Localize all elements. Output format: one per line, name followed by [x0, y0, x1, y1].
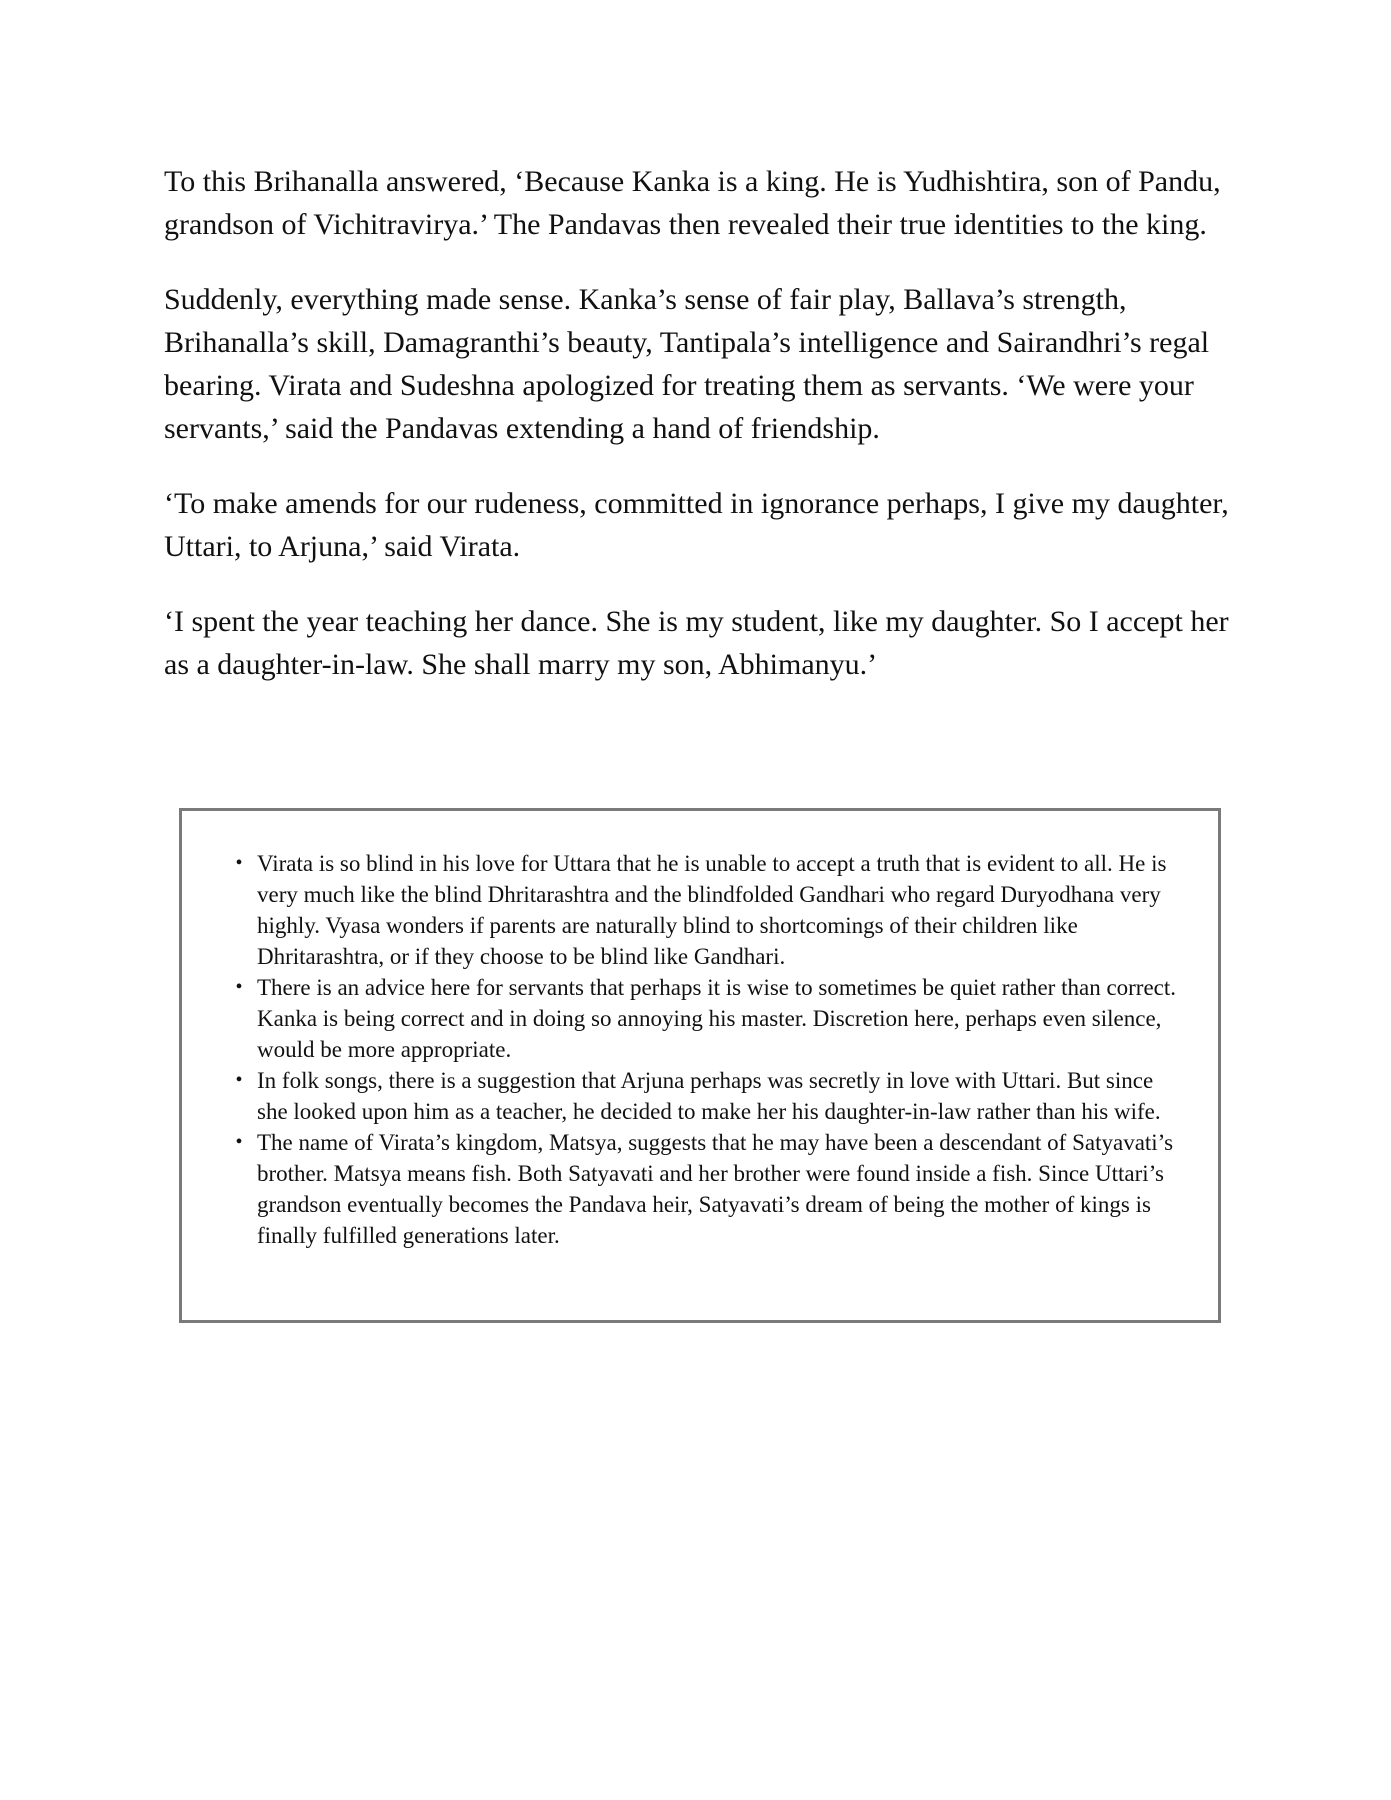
notes-list [182, 811, 1218, 1251]
paragraph-4: ‘I spent the year teaching her dance. She is my student, like my daughter. So I accept her as a daughter-in-law. She shall marry my son, Abhimanyu.’ [164, 605, 1229, 681]
paragraph-2: Suddenly, everything made sense. Kanka’s sense of fair play, Ballava’s strength, Brihanalla’s skill, Damagranthi’s beauty, Tantipala’s intelligence and Sairandhri’s regal bearing. Virata and Sudeshna apologized for treating them as servants. ‘We were your servants,’ said the Pandavas extending a hand of friendship. [164, 283, 1210, 445]
paragraph-3: ‘To make amends for our rudeness, committed in ignorance perhaps, I give my daughter, Uttari, to Arjuna,’ said Virata. [164, 487, 1229, 563]
note-text-1: Virata is so blind in his love for Uttara that he is unable to accept a truth that is evident to all. He is very much like the blind Dhritarashtra and the blindfolded Gandhari who regard Duryodhana very highly. Vyasa wonders if parents are naturally blind to shortcomings of their children like Dhritarashtra, or if they choose to be blind like Gandhari. [257, 851, 1167, 969]
list-item [235, 848, 1188, 972]
paragraph-1: To this Brihanalla answered, ‘Because Kanka is a king. He is Yudhishtira, son of Pandu, grandson of Vichitravirya.’ The Pandavas then revealed their true identities to the king. [164, 165, 1221, 241]
notes-box [179, 808, 1221, 1323]
bullet-icon: • [235, 1131, 243, 1153]
note-text-2: There is an advice here for servants that perhaps it is wise to sometimes be quiet rather than correct. Kanka is being correct and in doing so annoying his master. Discretion here, perhaps even silence, would be more appropriate. [257, 975, 1177, 1062]
list-item [235, 972, 1188, 1065]
list-item [235, 1127, 1188, 1251]
bullet-icon: • [235, 1069, 243, 1091]
bullet-icon: • [235, 852, 243, 874]
main-text [164, 160, 1230, 718]
list-item [235, 1065, 1188, 1127]
bullet-icon: • [235, 976, 243, 998]
note-text-3: In folk songs, there is a suggestion that Arjuna perhaps was secretly in love with Uttari. But since she looked upon him as a teacher, he decided to make her his daughter-in-law rather than his wife. [257, 1068, 1161, 1124]
note-text-4: The name of Virata’s kingdom, Matsya, suggests that he may have been a descendant of Satyavati’s brother. Matsya means fish. Both Satyavati and her brother were found inside a fish. Since Uttari’s grandson eventually becomes the Pandava heir, Satyavati’s dream of being the mother of kings is finally fulfilled generations later. [257, 1130, 1174, 1248]
